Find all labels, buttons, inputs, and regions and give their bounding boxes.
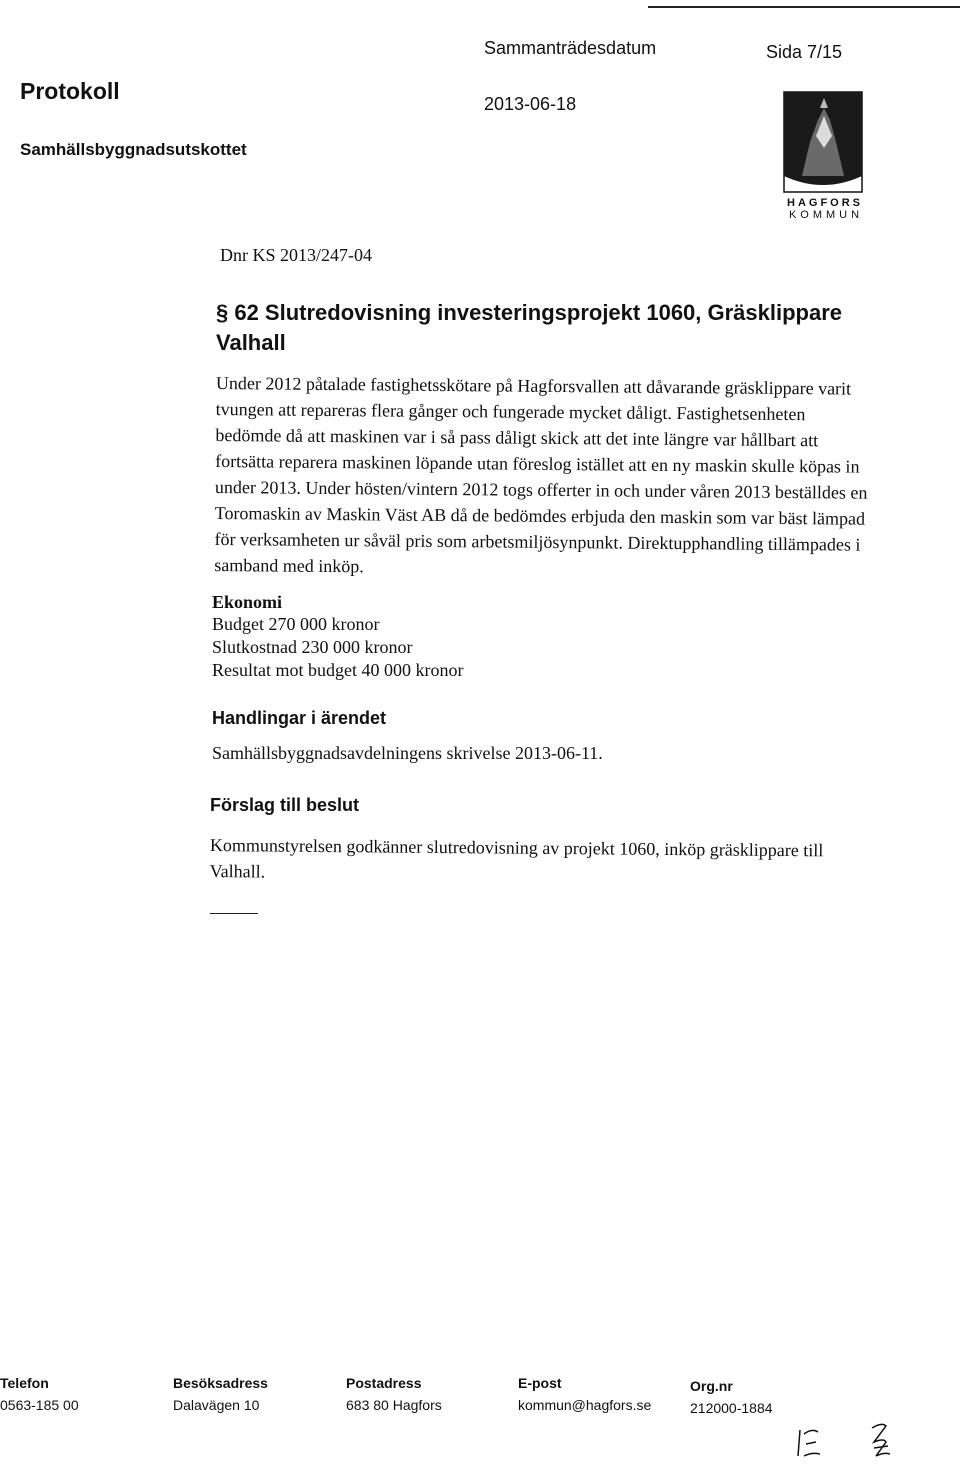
footer-epost: kommun@hagfors.se [518, 1397, 652, 1413]
logo-text-hagfors: HAGFORS [787, 197, 863, 209]
budget-line: Budget 270 000 kronor [212, 614, 380, 634]
ekonomi-heading: Ekonomi [212, 592, 283, 612]
handlingar-heading: Handlingar i ärendet [212, 708, 387, 728]
handwritten-initials-icon [790, 1408, 900, 1462]
slutkostnad-line: Slutkostnad 230 000 kronor [212, 637, 413, 657]
top-rule [648, 6, 960, 8]
forslag-heading: Förslag till beslut [210, 795, 360, 815]
resultat-line: Resultat mot budget 40 000 kronor [212, 660, 464, 680]
meeting-date-label: Sammanträdesdatum [484, 38, 657, 58]
forslag-text: Kommunstyrelsen godkänner slutredovisning av projekt 1060, inköp gräsklippare till Valhall. [209, 834, 824, 882]
handlingar-text: Samhällsbyggnadsavdelningens skrivelse 2013-06-11. [212, 743, 603, 763]
footer-postadress-label: Postadress [346, 1375, 422, 1391]
footer-besoksadress: Dalavägen 10 [173, 1397, 260, 1413]
logo-text-kommun: KOMMUN [788, 209, 864, 221]
footer-epost-label: E-post [518, 1375, 562, 1391]
footer-telefon-label: Telefon [0, 1375, 49, 1391]
footer-orgnr: 212000-1884 [690, 1400, 773, 1416]
document-title: Protokoll [20, 78, 120, 104]
body-paragraph: Under 2012 påtalade fastighetsskötare på Hagforsvallen att dåvarande gräsklippare varit tvungen att repareras flera gånger och fungerade mycket dåligt. Fastighetsenheten bedömde då att maskinen var i så pass dåligt skick att det inte längre var hållbart att fortsätta reparera maskinen löpande utan föreslog istället att en ny maskin skulle köpas in under 2013. Under hösten/vintern 2012 togs offerter in och under våren 2013 beställdes en Toromaskin av Maskin Väst AB då de bedömdes erbjuda den maskin som var bäst lämpad för verksamheten ur såväl pris som arbetsmiljösynpunkt. Direktupphandling tillämpades i samband med inköp. [214, 372, 868, 577]
section-heading: § 62 Slutredovisning investeringsprojekt 1060, Gräsklippare Valhall [216, 300, 843, 355]
diary-number: Dnr KS 2013/247-04 [220, 245, 372, 265]
footer-orgnr-label: Org.nr [690, 1378, 733, 1394]
page-number: Sida 7/15 [766, 42, 843, 62]
footer-telefon: 0563-185 00 [0, 1397, 79, 1413]
footer-postadress: 683 80 Hagfors [346, 1397, 442, 1413]
footer-besoksadress-label: Besöksadress [173, 1375, 268, 1391]
meeting-date: 2013-06-18 [484, 94, 577, 114]
committee-name: Samhällsbyggnadsutskottet [20, 140, 247, 159]
end-divider [210, 913, 258, 914]
